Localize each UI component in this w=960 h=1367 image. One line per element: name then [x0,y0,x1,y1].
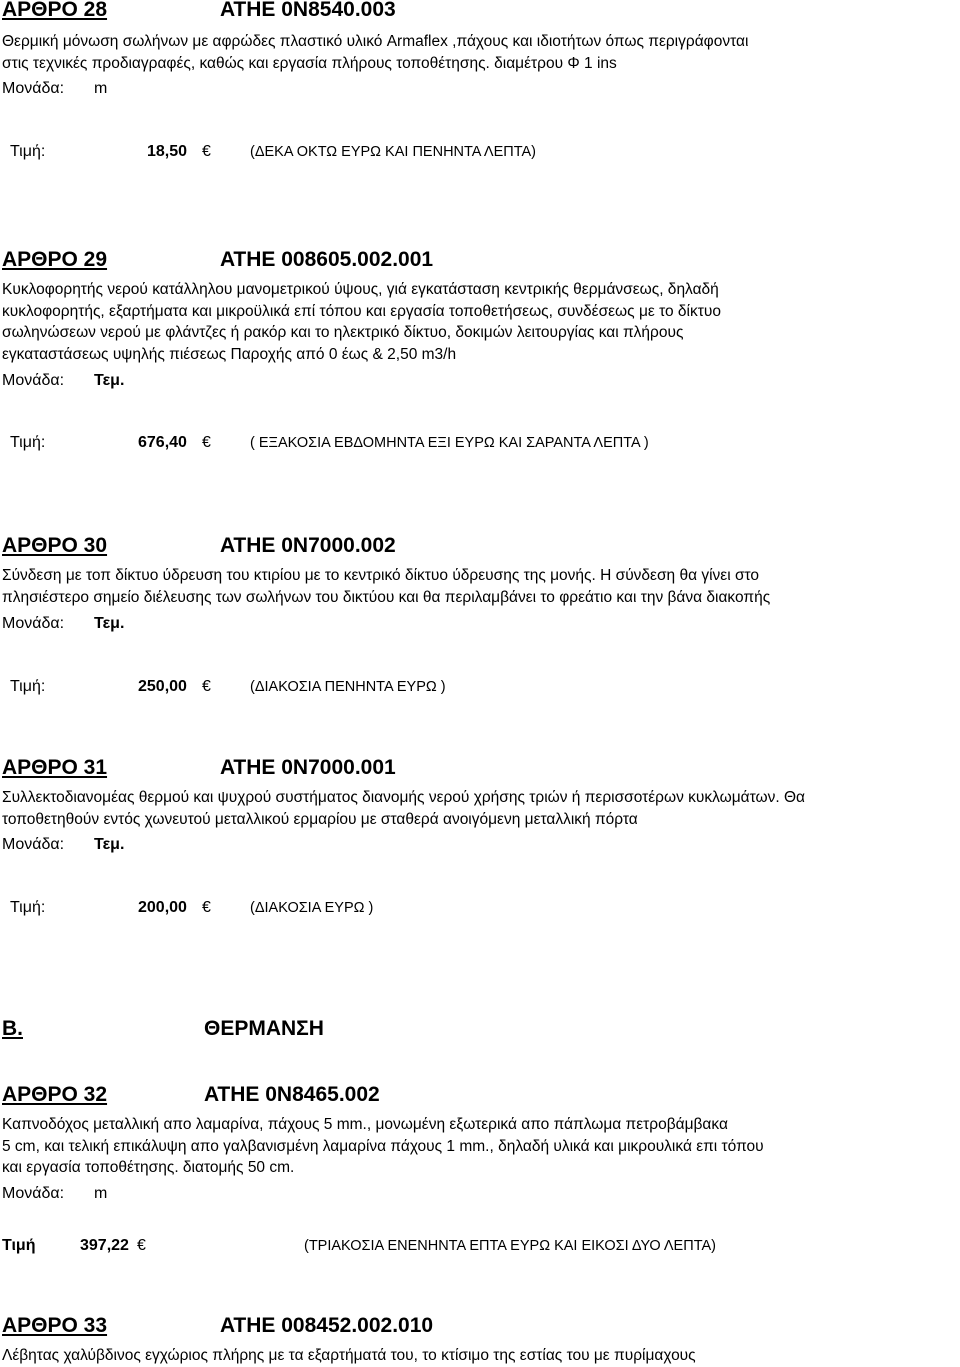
article-number: ΑΡΘΡΟ 28 [2,0,108,21]
unit-label: Μονάδα: [2,372,65,389]
article-code: ΑΤΗΕ 0Ν7000.002 [220,534,396,557]
description-line: Συλλεκτοδιανομέας θερμού και ψυχρού συστήματος διανομής νερού χρήσης τριών ή περισσοτέρων κυκλωμάτων. Θα [2,789,805,806]
article-33-heading [2,1314,434,1338]
price-amount: 200,00 [138,899,187,916]
article-32-heading [2,1083,380,1107]
article-30-heading [2,534,396,558]
article-28-description [2,31,957,74]
article-code: ΑΤΗΕ 0Ν8540.003 [220,0,396,21]
unit-value: Τεμ. [94,836,125,853]
unit-label: Μονάδα: [2,615,65,632]
euro-sign: € [202,143,211,160]
euro-sign: € [202,678,211,695]
article-30-description [2,565,957,608]
description-line: 5 cm, και τελική επικάλυψη απο γαλβανισμένη λαμαρίνα πάχους 1 mm., δηλαδή υλικά και μικρουλικά επι τόπου [2,1137,764,1155]
article-28-heading [2,0,396,22]
article-29-description [2,279,957,365]
article-code: ΑΤΗΕ 0Ν7000.001 [220,756,396,779]
description-line: και εργασία τοποθέτησης. διατομής 50 cm. [2,1159,295,1176]
unit-label: Μονάδα: [2,80,65,97]
description-line: στις τεχνικές προδιαγραφές, καθώς και εργασία πλήρους τοποθέτησης. διαμέτρου Φ 1 ins [2,54,617,72]
article-code: ΑΤΗΕ 0Ν8465.002 [204,1083,380,1106]
price-in-words: (ΔΙΑΚΟΣΙΑ ΕΥΡΩ ) [250,900,374,916]
description-line: Κυκλοφορητής νερού κατάλληλου μανομετρικού ύψους, γιά εγκατάσταση κεντρικής θερμάνσεως, δηλαδή [2,281,719,298]
price-amount: 18,50 [147,143,188,160]
description-line: σωληνώσεων νερού με φλάντζες ή ρακόρ και το ηλεκτρικό δίκτυο, δοκιμών λειτουργίας και πλήρους [2,324,684,341]
price-amount: 676,40 [138,434,187,451]
article-number: ΑΡΘΡΟ 33 [2,1314,108,1337]
article-number: ΑΡΘΡΟ 31 [2,756,108,779]
article-number: ΑΡΘΡΟ 30 [2,534,108,557]
article-number: ΑΡΘΡΟ 32 [2,1083,108,1106]
article-30-unit [2,615,125,633]
article-29-heading [2,248,434,272]
euro-sign: € [137,1237,146,1254]
price-in-words: ( ΕΞΑΚΟΣΙΑ ΕΒΔΟΜΗΝΤΑ ΕΞΙ ΕΥΡΩ ΚΑΙ ΣΑΡΑΝΤΑ ΛΕΠΤΑ ) [250,435,649,451]
description-line: κυκλοφορητής, εξαρτήματα και μικροϋλικά επί τόπου και εργασία τοποθετήσεως, συνδέσεως με το δίκτυο [2,302,721,320]
unit-value: m [94,80,108,97]
section-letter: Β. [2,1017,23,1040]
article-33-description [2,1345,957,1367]
article-31-price [10,899,374,917]
section-heading [2,1017,324,1041]
price-label: Τιμή [2,1237,36,1254]
price-in-words: (ΤΡΙΑΚΟΣΙΑ ΕΝΕΝΗΝΤΑ ΕΠΤΑ ΕΥΡΩ ΚΑΙ ΕΙΚΟΣΙ ΔΥΟ ΛΕΠΤΑ) [304,1238,716,1254]
description-line: Θερμική μόνωση σωλήνων με αφρώδες πλαστικό υλικό Armaflex ,πάχους και ιδιοτήτων όπως περιγράφονται [2,33,749,50]
price-in-words: (ΔΕΚΑ ΟΚΤΩ ΕΥΡΩ ΚΑΙ ΠΕΝΗΝΤΑ ΛΕΠΤΑ) [250,144,536,160]
article-31-description [2,787,957,830]
article-31-heading [2,756,396,780]
article-code: ΑΤΗΕ 008605.002.001 [220,248,434,271]
article-32-description [2,1114,957,1179]
description-line: Σύνδεση με τοπ δίκτυο ύδρευση του κτιρίου με το κεντρικό δίκτυο ύδρευσης της μονής. Η σύνδεση θα γίνει στο [2,567,760,584]
article-31-unit [2,836,125,854]
article-code: ΑΤΗΕ 008452.002.010 [220,1314,434,1337]
unit-label: Μονάδα: [2,1185,65,1202]
description-line: πλησιέστερο σημείο διέλευσης των σωλήνων του δικτύου και θα περιλαμβάνει το φρεάτιο και την βάνα διακοπής [2,588,771,606]
price-label: Τιμή: [10,678,46,695]
article-30-price [10,678,446,696]
price-amount: 397,22 [80,1237,129,1254]
unit-value: Τεμ. [94,372,125,389]
article-28-unit [2,80,108,98]
price-label: Τιμή: [10,143,46,160]
euro-sign: € [202,899,211,916]
price-label: Τιμή: [10,899,46,916]
article-29-unit [2,372,125,390]
price-amount: 250,00 [138,678,187,695]
description-line: εγκαταστάσεως υψηλής πιέσεως Παροχής από 0 έως & 2,50 m3/h [2,345,457,363]
price-label: Τιμή: [10,434,46,451]
article-32-price [2,1237,716,1255]
unit-label: Μονάδα: [2,836,65,853]
unit-value: m [94,1185,108,1202]
description-line: τοποθετηθούν εντός χωνευτού μεταλλικού ερμαρίου με σταθερά ανοιγόμενη μεταλλική πόρτα [2,810,638,828]
article-number: ΑΡΘΡΟ 29 [2,248,108,271]
unit-value: Τεμ. [94,615,125,632]
section-title: ΘΕΡΜΑΝΣΗ [204,1017,324,1040]
description-line: Λέβητας χαλύβδινος εγχώριος πλήρης με τα εξαρτήματά του, το κτίσιμο της εστίας του με πυρίμαχους [2,1347,696,1364]
article-32-unit [2,1185,108,1203]
description-line: Καπνοδόχος μεταλλική απο λαμαρίνα, πάχους 5 mm., μονωμένη εξωτερικά απο πάπλωμα πετροβάμβακα [2,1116,728,1133]
article-28-price [10,143,536,161]
euro-sign: € [202,434,211,451]
article-29-price [10,434,649,452]
price-in-words: (ΔΙΑΚΟΣΙΑ ΠΕΝΗΝΤΑ ΕΥΡΩ ) [250,679,446,695]
